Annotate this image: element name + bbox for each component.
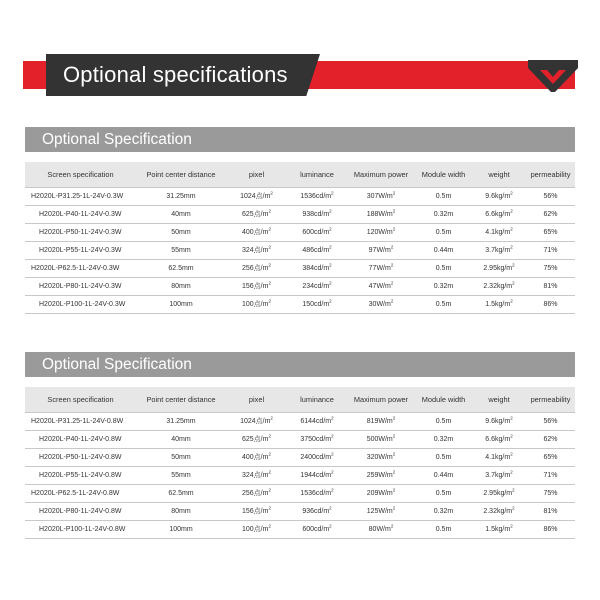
unit-exponent: 2 — [331, 433, 334, 439]
permeability-cell: 65% — [543, 228, 558, 236]
unit-exponent: 2 — [268, 451, 271, 457]
section-header: Optional Specification — [25, 127, 575, 152]
distance-cell: 50mm — [171, 228, 191, 236]
col-luminance-header: luminance — [300, 394, 334, 404]
distance-cell: 55mm — [171, 471, 191, 479]
col-weight-header: weight — [488, 169, 510, 179]
unit-exponent: 2 — [390, 523, 394, 529]
spec-cell: H2020L-P62.5-1L-24V-0.3W — [31, 264, 120, 272]
weight-cell: $9.6kg/m^2$ — [485, 190, 513, 200]
unit-exponent: 2 — [510, 208, 513, 214]
pixel-cell: 256点$/m^2$ — [242, 487, 271, 497]
power-cell: $188W/m^2$ — [366, 208, 396, 218]
unit-exponent: 2 — [268, 208, 271, 214]
luminance-cell: $6144cd/m^2$ — [300, 415, 334, 425]
col-permeability-header: permeability — [530, 394, 571, 404]
distance-cell: 31.25mm — [166, 417, 196, 425]
unit-exponent: 2 — [512, 280, 515, 286]
distance-cell: 40mm — [171, 210, 191, 218]
permeability-cell: 81% — [543, 282, 558, 290]
weight-cell: $2.32kg/m^2$ — [483, 505, 515, 515]
table-row — [25, 412, 575, 430]
unit-exponent: 2 — [392, 487, 396, 493]
unit-exponent: 2 — [329, 280, 332, 286]
table-header-row — [25, 162, 575, 187]
unit-exponent: 2 — [390, 280, 394, 286]
weight-cell: $6.6kg/m^2$ — [485, 208, 513, 218]
luminance-cell: $2400cd/m^2$ — [300, 451, 334, 461]
power-cell: $307W/m^2$ — [366, 190, 396, 200]
power-cell: $80W/m^2$ — [368, 523, 394, 533]
unit-exponent: 2 — [392, 226, 396, 232]
permeability-cell: 65% — [543, 453, 558, 461]
weight-cell: $1.5kg/m^2$ — [485, 298, 513, 308]
pixel-cell: 1024点$/m^2$ — [240, 415, 273, 425]
power-cell: $47W/m^2$ — [368, 280, 394, 290]
unit-exponent: 2 — [510, 415, 513, 421]
unit-exponent: 2 — [268, 469, 271, 475]
unit-exponent: 2 — [329, 298, 332, 304]
pixel-cell: 400点$/m^2$ — [242, 226, 271, 236]
unit-exponent: 2 — [392, 433, 396, 439]
weight-cell: $1.5kg/m^2$ — [485, 523, 513, 533]
width-cell: 0.32m — [433, 435, 454, 443]
unit-exponent: 2 — [510, 244, 513, 250]
unit-exponent: 2 — [329, 208, 332, 214]
unit-exponent: 2 — [390, 244, 394, 250]
unit-exponent: 2 — [510, 226, 513, 232]
table-body — [25, 187, 575, 313]
luminance-cell: $384cd/m^2$ — [302, 262, 332, 272]
luminance-cell: $486cd/m^2$ — [302, 244, 332, 254]
power-cell: $500W/m^2$ — [366, 433, 396, 443]
distance-cell: 80mm — [171, 282, 191, 290]
col-power-header: Maximum power — [353, 169, 409, 179]
spec-cell: H2020L-P55-1L-24V-0.3W — [39, 246, 122, 254]
distance-cell: 55mm — [171, 246, 191, 254]
width-cell: 0.5m — [435, 525, 452, 533]
col-width-header: Module width — [421, 394, 466, 404]
spec-cell: H2020L-P31.25-1L-24V-0.3W — [31, 192, 124, 200]
unit-exponent: 2 — [331, 415, 334, 421]
weight-cell: $3.7kg/m^2$ — [485, 469, 513, 479]
weight-cell: $2.95kg/m^2$ — [483, 487, 515, 497]
unit-exponent: 2 — [390, 262, 394, 268]
power-cell: $30W/m^2$ — [368, 298, 394, 308]
spec-cell: H2020L-P62.5-1L-24V-0.8W — [31, 489, 120, 497]
table-row — [25, 448, 575, 466]
spec-cell: H2020L-P100-1L-24V-0.3W — [39, 300, 126, 308]
spec-cell: H2020L-P100-1L-24V-0.8W — [39, 525, 126, 533]
luminance-cell: $1536cd/m^2$ — [300, 487, 334, 497]
unit-exponent: 2 — [331, 190, 334, 196]
col-distance-header: Point center distance — [146, 394, 216, 404]
unit-exponent: 2 — [268, 298, 271, 304]
col-pixel-header: pixel — [248, 169, 265, 179]
width-cell: 0.5m — [435, 192, 452, 200]
unit-exponent: 2 — [512, 487, 515, 493]
permeability-cell: 75% — [543, 264, 558, 272]
distance-cell: 31.25mm — [166, 192, 196, 200]
unit-exponent: 2 — [268, 523, 271, 529]
col-spec-header: Screen specification — [47, 169, 114, 179]
width-cell: 0.5m — [435, 453, 452, 461]
pixel-cell: 400点$/m^2$ — [242, 451, 271, 461]
width-cell: 0.44m — [433, 246, 454, 254]
unit-exponent: 2 — [392, 469, 396, 475]
distance-cell: 40mm — [171, 435, 191, 443]
unit-exponent: 2 — [329, 505, 332, 511]
weight-cell: $3.7kg/m^2$ — [485, 244, 513, 254]
luminance-cell: $234cd/m^2$ — [302, 280, 332, 290]
pixel-cell: 256点$/m^2$ — [242, 262, 271, 272]
spec-cell: H2020L-P31.25-1L-24V-0.8W — [31, 417, 124, 425]
unit-exponent: 2 — [268, 487, 271, 493]
col-power-header: Maximum power — [353, 394, 409, 404]
spec-cell: H2020L-P40-1L-24V-0.3W — [39, 210, 122, 218]
unit-exponent: 2 — [329, 262, 332, 268]
spec-cell: H2020L-P50-1L-24V-0.3W — [39, 228, 122, 236]
pixel-cell: 156点$/m^2$ — [242, 505, 271, 515]
unit-exponent: 2 — [331, 451, 334, 457]
power-cell: $120W/m^2$ — [366, 226, 396, 236]
unit-exponent: 2 — [512, 505, 515, 511]
table-header-row — [25, 387, 575, 412]
power-cell: $77W/m^2$ — [368, 262, 394, 272]
pixel-cell: 324点$/m^2$ — [242, 244, 271, 254]
spec-cell: H2020L-P50-1L-24V-0.8W — [39, 453, 122, 461]
weight-cell: $9.6kg/m^2$ — [485, 415, 513, 425]
unit-exponent: 2 — [329, 244, 332, 250]
width-cell: 0.5m — [435, 300, 452, 308]
unit-exponent: 2 — [270, 415, 273, 421]
permeability-cell: 62% — [543, 210, 558, 218]
pixel-cell: 156点$/m^2$ — [242, 280, 271, 290]
luminance-cell: $600cd/m^2$ — [302, 226, 332, 236]
unit-exponent: 2 — [510, 523, 513, 529]
unit-exponent: 2 — [268, 226, 271, 232]
table-row — [25, 187, 575, 205]
permeability-cell: 56% — [543, 192, 558, 200]
weight-cell: $2.32kg/m^2$ — [483, 280, 515, 290]
power-cell: $819W/m^2$ — [366, 415, 396, 425]
width-cell: 0.32m — [433, 507, 454, 515]
unit-exponent: 2 — [512, 262, 515, 268]
width-cell: 0.5m — [435, 417, 452, 425]
table-row — [25, 502, 575, 520]
permeability-cell: 62% — [543, 435, 558, 443]
table-body — [25, 412, 575, 538]
unit-exponent: 2 — [510, 451, 513, 457]
unit-exponent: 2 — [392, 208, 396, 214]
width-cell: 0.5m — [435, 264, 452, 272]
col-distance-header: Point center distance — [146, 169, 216, 179]
unit-exponent: 2 — [392, 451, 396, 457]
table-row — [25, 484, 575, 502]
unit-exponent: 2 — [392, 190, 396, 196]
pixel-cell: 1024点$/m^2$ — [240, 190, 273, 200]
table-row — [25, 277, 575, 295]
width-cell: 0.5m — [435, 228, 452, 236]
unit-exponent: 2 — [268, 280, 271, 286]
weight-cell: $4.1kg/m^2$ — [485, 226, 513, 236]
unit-exponent: 2 — [329, 226, 332, 232]
pixel-cell: 625点$/m^2$ — [242, 208, 271, 218]
width-cell: 0.32m — [433, 210, 454, 218]
luminance-cell: $936cd/m^2$ — [302, 505, 332, 515]
col-width-header: Module width — [421, 169, 466, 179]
distance-cell: 62.5mm — [168, 264, 194, 272]
width-cell: 0.44m — [433, 471, 454, 479]
weight-cell: $2.95kg/m^2$ — [483, 262, 515, 272]
spec-table — [25, 162, 575, 314]
col-spec-header: Screen specification — [47, 394, 114, 404]
power-cell: $209W/m^2$ — [366, 487, 396, 497]
permeability-cell: 81% — [543, 507, 558, 515]
distance-cell: 100mm — [169, 525, 193, 533]
power-cell: $97W/m^2$ — [368, 244, 394, 254]
distance-cell: 100mm — [169, 300, 193, 308]
permeability-cell: 86% — [543, 300, 558, 308]
col-pixel-header: pixel — [248, 394, 265, 404]
permeability-cell: 86% — [543, 525, 558, 533]
width-cell: 0.32m — [433, 282, 454, 290]
power-cell: $125W/m^2$ — [366, 505, 396, 515]
unit-exponent: 2 — [268, 262, 271, 268]
unit-exponent: 2 — [392, 415, 396, 421]
table-row — [25, 205, 575, 223]
luminance-cell: $600cd/m^2$ — [302, 523, 332, 533]
unit-exponent: 2 — [392, 505, 396, 511]
permeability-cell: 71% — [543, 471, 558, 479]
luminance-cell: $150cd/m^2$ — [302, 298, 332, 308]
unit-exponent: 2 — [331, 487, 334, 493]
distance-cell: 62.5mm — [168, 489, 194, 497]
spec-table — [25, 387, 575, 539]
page-title: Optional specifications — [63, 62, 288, 87]
spec-cell: H2020L-P80-1L-24V-0.8W — [39, 507, 122, 515]
distance-cell: 80mm — [171, 507, 191, 515]
pixel-cell: 324点$/m^2$ — [242, 469, 271, 479]
permeability-cell: 71% — [543, 246, 558, 254]
unit-exponent: 2 — [268, 244, 271, 250]
pixel-cell: 100点$/m^2$ — [242, 523, 271, 533]
table-row — [25, 520, 575, 538]
weight-cell: $4.1kg/m^2$ — [485, 451, 513, 461]
luminance-cell: $1536cd/m^2$ — [300, 190, 334, 200]
pixel-cell: 100点$/m^2$ — [242, 298, 271, 308]
luminance-cell: $3750cd/m^2$ — [300, 433, 334, 443]
table-row — [25, 466, 575, 484]
unit-exponent: 2 — [510, 433, 513, 439]
unit-exponent: 2 — [510, 469, 513, 475]
v-chevron-logo-icon — [528, 60, 578, 94]
unit-exponent: 2 — [268, 433, 271, 439]
unit-exponent: 2 — [510, 190, 513, 196]
unit-exponent: 2 — [329, 523, 332, 529]
col-luminance-header: luminance — [300, 169, 334, 179]
permeability-cell: 56% — [543, 417, 558, 425]
unit-exponent: 2 — [268, 505, 271, 511]
weight-cell: $6.6kg/m^2$ — [485, 433, 513, 443]
luminance-cell: $938cd/m^2$ — [302, 208, 332, 218]
permeability-cell: 75% — [543, 489, 558, 497]
spec-cell: H2020L-P55-1L-24V-0.8W — [39, 471, 122, 479]
section-header: Optional Specification — [25, 352, 575, 377]
width-cell: 0.5m — [435, 489, 452, 497]
table-row — [25, 259, 575, 277]
distance-cell: 50mm — [171, 453, 191, 461]
pixel-cell: 625点$/m^2$ — [242, 433, 271, 443]
power-cell: $259W/m^2$ — [366, 469, 396, 479]
unit-exponent: 2 — [331, 469, 334, 475]
col-weight-header: weight — [488, 394, 510, 404]
table-row — [25, 295, 575, 313]
spec-cell: H2020L-P80-1L-24V-0.3W — [39, 282, 122, 290]
col-permeability-header: permeability — [530, 169, 571, 179]
unit-exponent: 2 — [510, 298, 513, 304]
luminance-cell: $1944cd/m^2$ — [300, 469, 334, 479]
unit-exponent: 2 — [270, 190, 273, 196]
table-row — [25, 223, 575, 241]
table-row — [25, 241, 575, 259]
table-row — [25, 430, 575, 448]
spec-cell: H2020L-P40-1L-24V-0.8W — [39, 435, 122, 443]
power-cell: $320W/m^2$ — [366, 451, 396, 461]
unit-exponent: 2 — [390, 298, 394, 304]
